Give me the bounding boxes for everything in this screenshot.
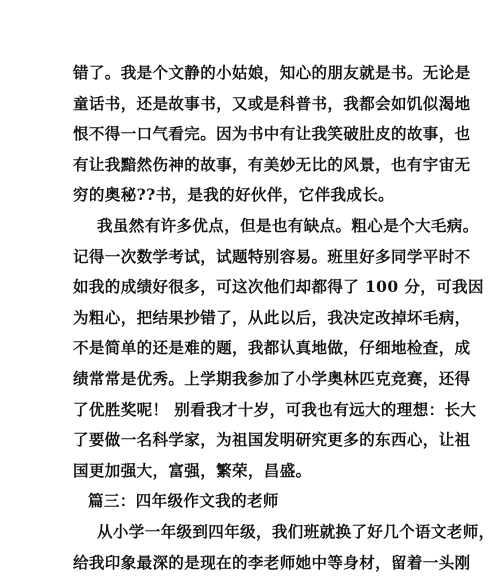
text-line-8: 如我的成绩好很多，可这次他们却都得了 100 分，可我因: [73, 277, 484, 297]
text-line-14: 国更加强大，富强，繁荣，昌盛。: [73, 460, 312, 480]
text-line-5: 穷的奥秘??书，是我的好伙伴，它伴我成长。: [73, 185, 395, 205]
text-line-4: 有让我黯然伤神的故事，有美妙无比的风景，也有宇宙无: [73, 154, 471, 174]
text-line-6: 我虽然有许多优点，但是也有缺点。粗心是个大毛病。: [97, 216, 479, 235]
section-heading: 篇三：四年级作文我的老师: [88, 491, 279, 511]
text-line-15: 从小学一年级到四年级，我们班就换了好几个语文老师，: [97, 522, 495, 541]
text-line-16: 给我印象最深的是现在的李老师她中等身材，留着一头刚: [73, 552, 471, 572]
text-line-7: 记得一次数学考试，试题特别容易。班里好多同学平时不: [73, 246, 471, 266]
text-line-13: 了要做一名科学家，为祖国发明研究更多的东西心，让祖: [73, 430, 471, 450]
text-line-10: 不是简单的还是难的题，我都认真地做，仔细地检查，成: [73, 338, 471, 358]
text-line-3: 恨不得一口气看完。因为书中有让我笑破肚皮的故事，也: [73, 124, 471, 144]
text-line-2: 童话书，还是故事书，又或是科普书，我都会如饥似渴地: [73, 93, 471, 113]
text-line-11: 绩常常是优秀。上学期我参加了小学奥林匹克竞赛，还得: [73, 369, 471, 388]
text-line-1: 错了。我是个文静的小姑娘，知心的朋友就是书。无论是: [73, 63, 471, 82]
text-line-12: 了优胜奖呢！ 别看我才十岁，可我也有远大的理想：长大: [73, 399, 477, 419]
text-line-9: 为粗心，把结果抄错了，从此以后，我决定改掉坏毛病，: [73, 307, 471, 327]
